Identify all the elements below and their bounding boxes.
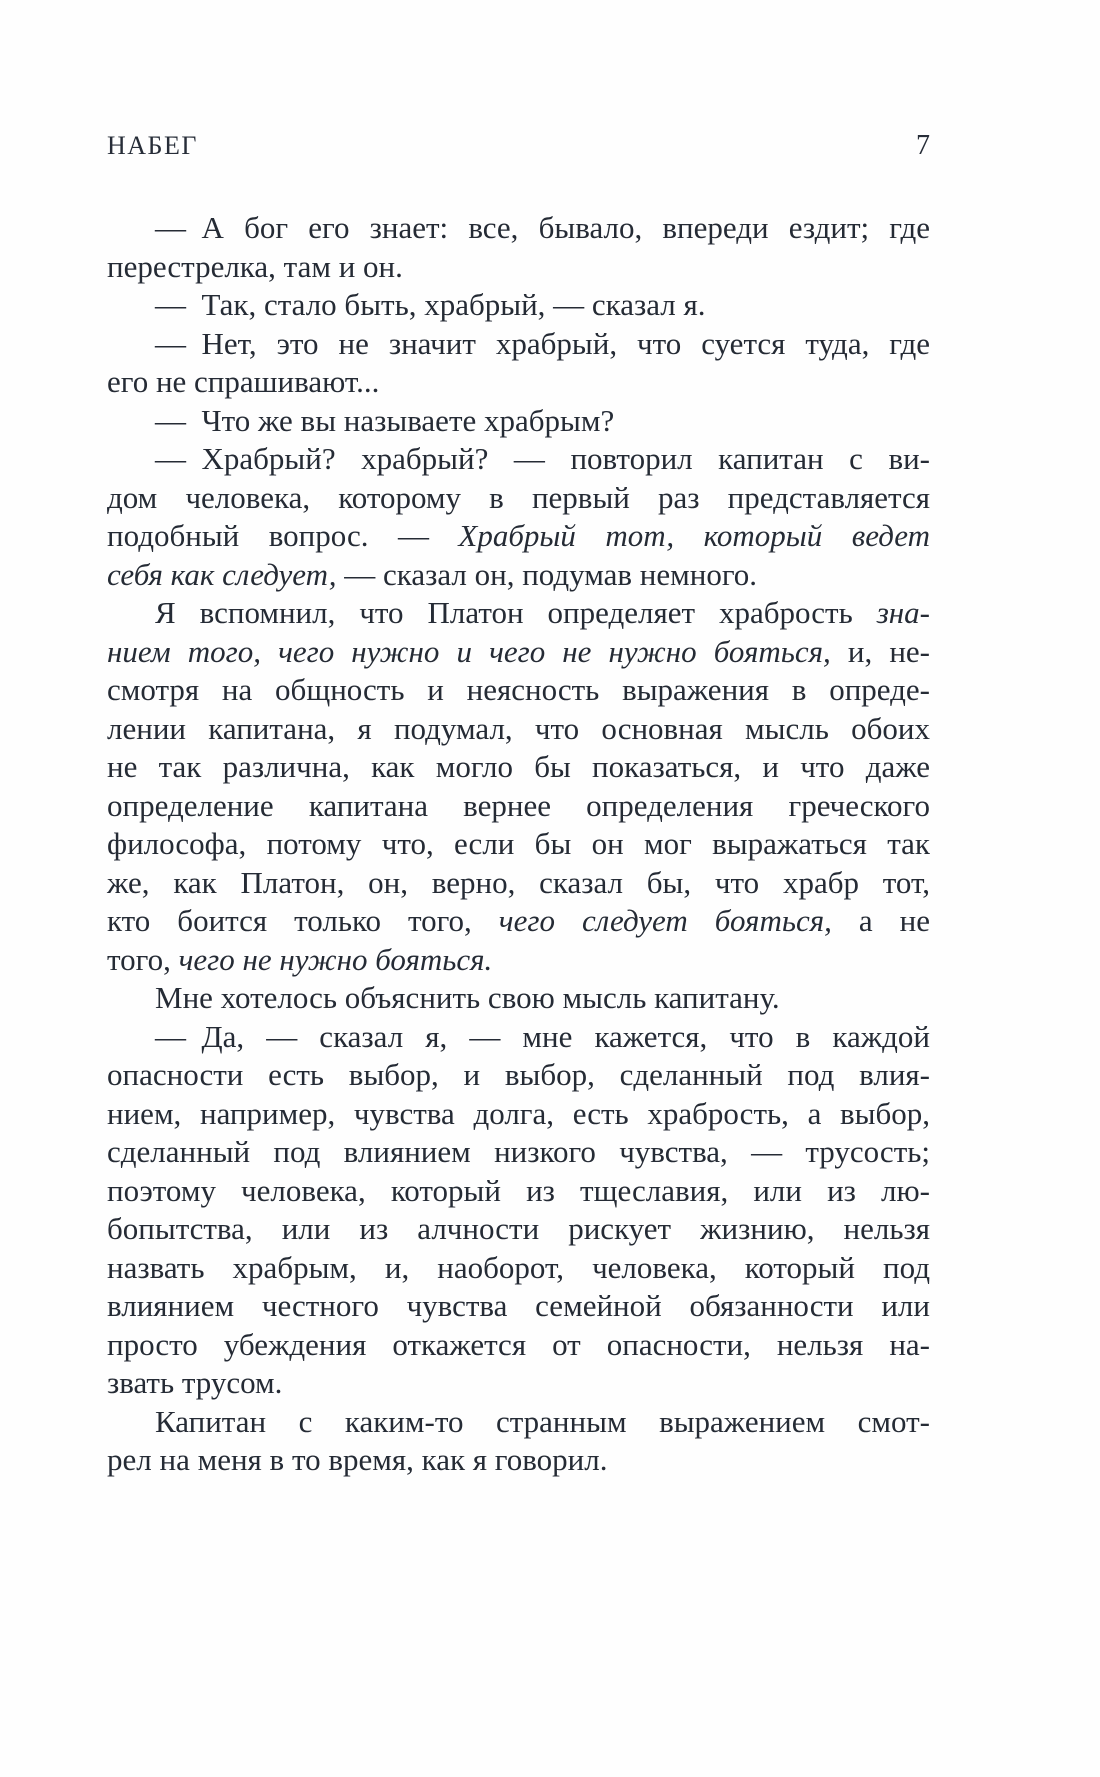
text-line	[107, 1364, 930, 1403]
text-run: того,	[107, 941, 179, 977]
text-line	[107, 1172, 930, 1211]
text-run: опасности есть выбор, и выбор, сделанный под влия-	[107, 1057, 930, 1092]
text-line	[107, 1403, 930, 1442]
text-run: и, не-	[830, 633, 931, 669]
text-run: бопытства, или из алчности рискует жизнию, нельзя	[107, 1211, 930, 1246]
text-line	[107, 671, 930, 710]
paragraph	[107, 594, 930, 979]
text-line	[107, 825, 930, 864]
text-line	[107, 979, 930, 1018]
text-line	[107, 1095, 930, 1134]
paragraph	[107, 979, 930, 1018]
text-run: просто убеждения откажется от опасности, нельзя на-	[107, 1326, 930, 1362]
italic-text-run: чего следует бояться,	[498, 903, 832, 938]
text-line	[107, 787, 930, 826]
text-line	[107, 864, 930, 903]
text-line	[107, 1056, 930, 1095]
text-line	[107, 1249, 930, 1288]
text-run: поэтому человека, который из тщеславия, или из лю-	[107, 1172, 930, 1208]
paragraph	[107, 1403, 930, 1480]
text-run: смотря на общность и неясность выражения в опреде-	[107, 672, 930, 707]
paragraph	[107, 1018, 930, 1403]
text-run: назвать храбрым, и, наоборот, человека, который под	[107, 1249, 930, 1285]
text-run: — Нет, это не значит храбрый, что суется туда, где	[155, 325, 930, 361]
text-run: подобный вопрос. —	[107, 518, 459, 553]
text-run: — А бог его знает: все, бывало, впереди ездит; где	[155, 210, 930, 245]
text-run: его не спрашивают...	[107, 364, 380, 399]
text-line	[107, 941, 930, 980]
text-run: Я вспомнил, что Платон определяет храбрость	[155, 595, 877, 630]
italic-text-run: Храбрый тот, который ведет	[458, 518, 930, 553]
text-line	[107, 1133, 930, 1172]
text-run: влиянием честного чувства семейной обязанности или	[107, 1288, 930, 1323]
text-run: кто боится только того,	[107, 903, 499, 938]
text-run: а не	[831, 903, 931, 938]
page-number: 7	[916, 130, 930, 161]
paragraph	[107, 209, 930, 286]
text-line	[107, 902, 930, 941]
text-run: нием, например, чувства долга, есть храбрость, а выбор,	[107, 1095, 930, 1131]
text-line	[107, 363, 930, 402]
text-line	[107, 248, 930, 287]
text-line	[107, 748, 930, 787]
paragraph	[107, 440, 930, 594]
text-run: рел на меня в то время, как я говорил.	[107, 1442, 608, 1477]
text-run: определение капитана вернее определения греческого	[107, 787, 930, 823]
text-line	[107, 594, 930, 633]
page-header	[107, 131, 930, 161]
text-run: — Да, — сказал я, — мне кажется, что в каждой	[155, 1018, 930, 1054]
text-run: — Так, стало быть, храбрый, — сказал я.	[155, 287, 706, 322]
text-run: — сказал он, подумав немного.	[336, 556, 758, 592]
text-run: звать трусом.	[107, 1365, 283, 1400]
text-run: сделанный под влиянием низкого чувства, — трусость;	[107, 1134, 930, 1169]
text-run: не так различна, как могло бы показаться, и что даже	[107, 749, 930, 784]
text-line	[107, 440, 930, 479]
text-line	[107, 1210, 930, 1249]
text-line	[107, 325, 930, 364]
running-title: НАБЕГ	[107, 131, 198, 160]
text-line	[107, 710, 930, 749]
text-run: Капитан с каким-то странным выражением смот-	[155, 1403, 930, 1439]
italic-text-run: чего не нужно бояться.	[178, 941, 493, 977]
text-run: Мне хотелось объяснить свою мысль капитану.	[155, 980, 780, 1015]
paragraph	[107, 402, 930, 441]
text-line	[107, 1018, 930, 1057]
text-run: философа, потому что, если бы он мог выражаться так	[107, 826, 930, 861]
text-line	[107, 286, 930, 325]
text-line	[107, 1441, 930, 1480]
text-run: перестрелка, там и он.	[107, 248, 403, 284]
page-text	[107, 209, 930, 1480]
text-line	[107, 1287, 930, 1326]
text-run: дом человека, которому в первый раз представляется	[107, 479, 930, 515]
italic-text-run: зна-	[876, 595, 930, 630]
paragraph	[107, 286, 930, 325]
text-run: же, как Платон, он, верно, сказал бы, что храбр тот,	[107, 864, 930, 900]
text-line	[107, 517, 930, 556]
text-line	[107, 479, 930, 518]
text-line	[107, 1326, 930, 1365]
text-line	[107, 556, 930, 595]
text-line	[107, 402, 930, 441]
text-run: — Храбрый? храбрый? — повторил капитан с ви-	[155, 441, 930, 476]
text-line	[107, 209, 930, 248]
text-run: лении капитана, я подумал, что основная мысль обоих	[107, 710, 930, 746]
text-line	[107, 633, 930, 672]
italic-text-run: себя как следует,	[107, 556, 337, 592]
italic-text-run: нием того, чего нужно и чего не нужно бояться,	[107, 633, 831, 669]
paragraph	[107, 325, 930, 402]
text-run: — Что же вы называете храбрым?	[155, 402, 615, 438]
